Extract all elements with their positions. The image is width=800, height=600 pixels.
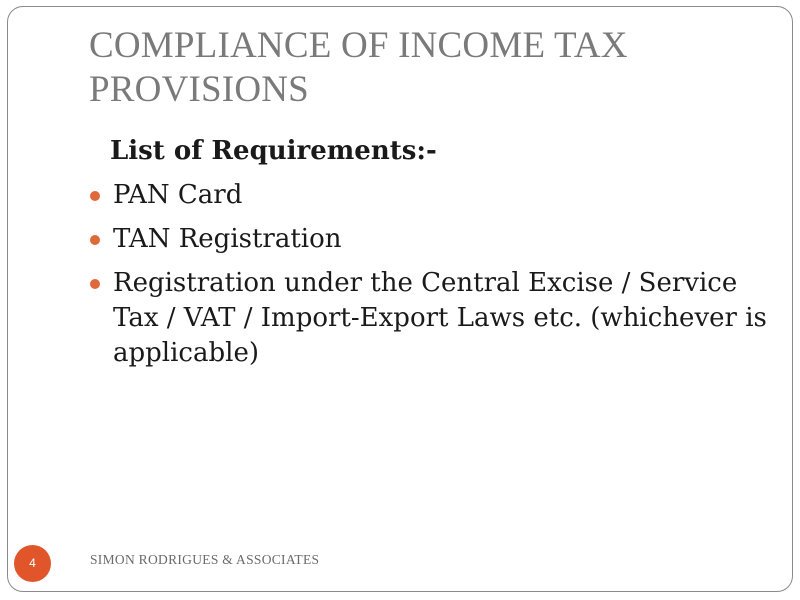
requirements-heading: List of Requirements:- (110, 136, 437, 166)
footer-text: SIMON RODRIGUES & ASSOCIATES (90, 552, 320, 567)
bullet-icon (90, 279, 100, 289)
slide-title-line-2: PROVISIONS (89, 69, 309, 110)
page-number-badge: 4 (14, 545, 51, 582)
bullet-icon (90, 235, 100, 245)
list-item (88, 266, 768, 371)
list-item (88, 222, 768, 257)
slide-title-line-1: COMPLIANCE OF INCOME TAX (89, 25, 628, 66)
list-item-text: Registration under the Central Excise / Service Tax / VAT / Import-Export Laws etc. (whichever is applicable) (113, 268, 767, 368)
slide-title (89, 24, 729, 112)
requirements-list (88, 178, 768, 380)
list-item-text: TAN Registration (113, 224, 342, 254)
list-item-text: PAN Card (113, 180, 243, 210)
bullet-icon (90, 191, 100, 201)
list-item (88, 178, 768, 213)
